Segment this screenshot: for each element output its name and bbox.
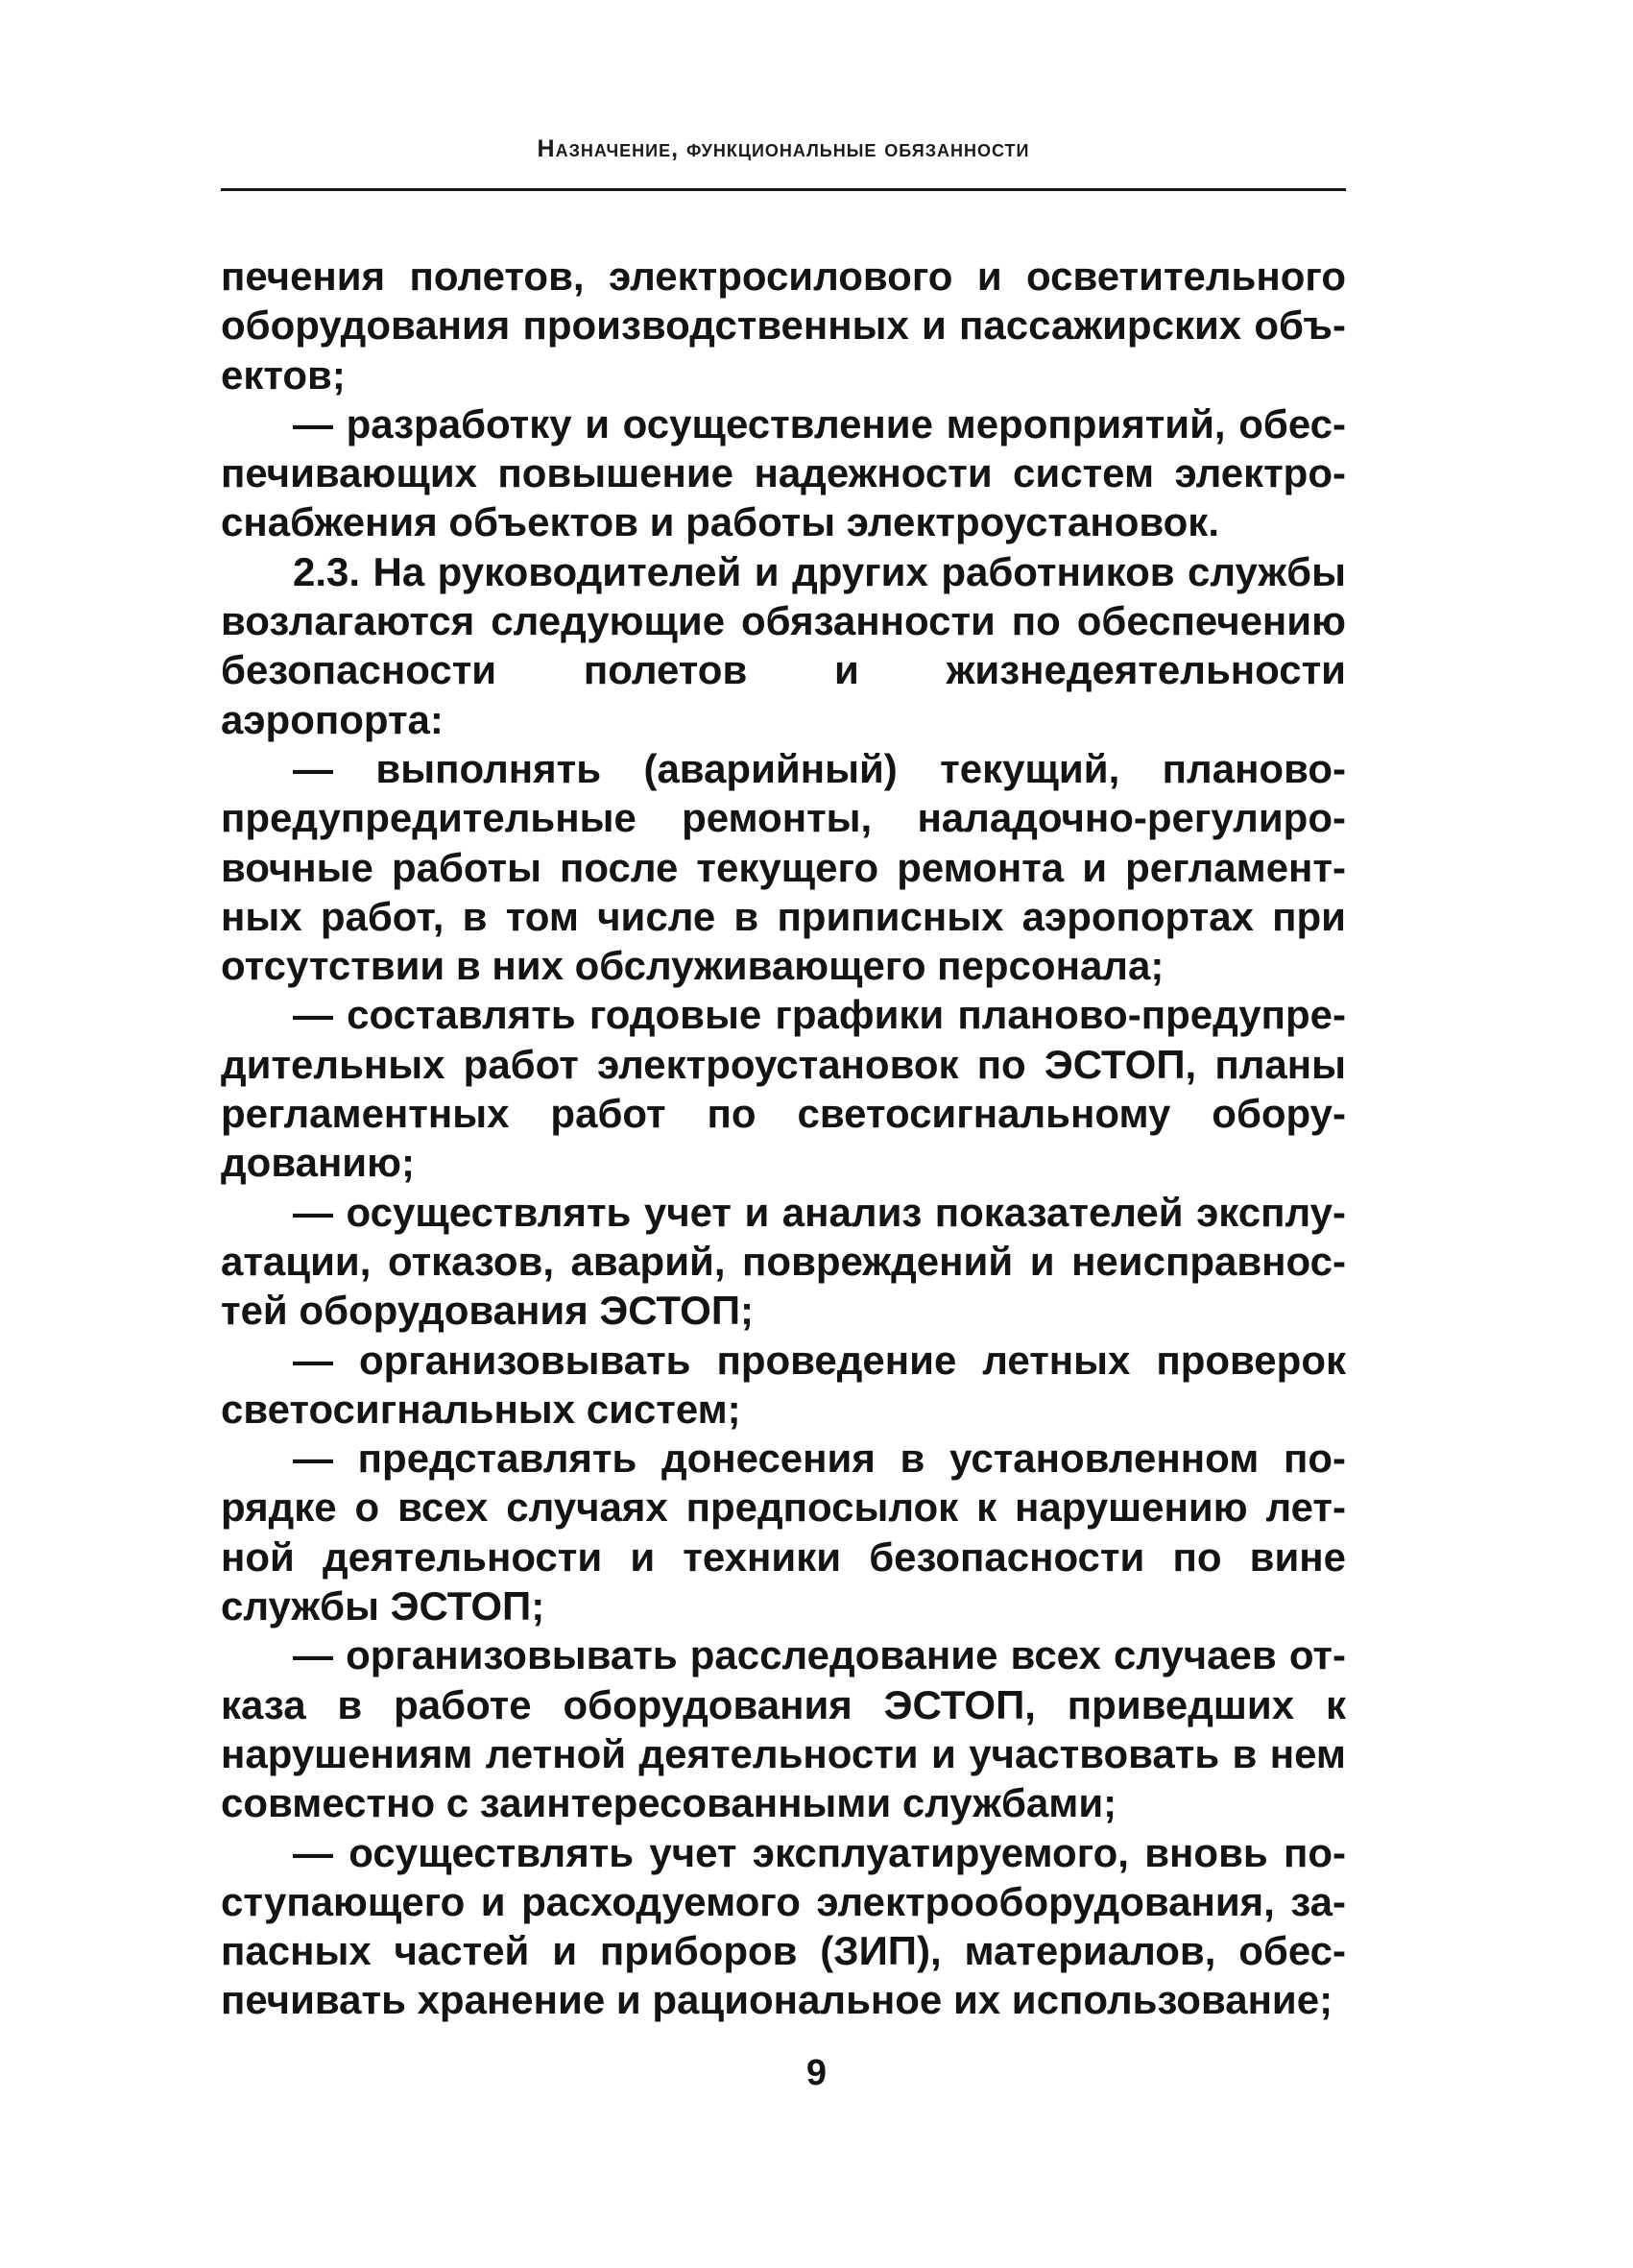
paragraph-section-2-3: 2.3. На руководителей и других работников службы возлагаются следующие обязанности по обеспечению безопасности полетов и жизнедеятельности аэропорта: <box>221 548 1346 742</box>
paragraph-item: — осуществлять учет эксплуатируемого, вновь поступающего и расходуемого электрооборудования, запасных частей и приборов (ЗИП), материалов, обеспечивать хранение и рациональное их использование; <box>221 1829 1346 2023</box>
paragraph-item: — осуществлять учет и анализ показателей эксплуатации, отказов, аварий, повреждений и неисправностей оборудования ЭСТОП; <box>221 1189 1346 1334</box>
paragraph-item: — организовывать проведение летных проверок светосигнальных систем; <box>221 1337 1346 1432</box>
running-head: Назначение, функциональные обязанности <box>537 135 1030 162</box>
paragraph-item: — выполнять (аварийный) текущий, планово-предупредительные ремонты, наладочно-регулировочные работы после текущего ремонта и регламентных работ, в том числе в приписных аэропортах при отсутствии в них обслуживающего персонала; <box>221 745 1346 989</box>
paragraph-item: — представлять донесения в установленном порядке о всех случаях предпосылок к нарушению летной деятельности и техники безопасности по вине службы ЭСТОП; <box>221 1436 1346 1629</box>
paragraph-item: — разработку и осуществление мероприятий, обеспечивающих повышение надежности систем электроснабжения объектов и работы электроустановок. <box>221 400 1346 545</box>
header-rule <box>221 188 1346 191</box>
paragraph-item: — составлять годовые графики планово-предупредительных работ электроустановок по ЭСТОП, планы регламентных работ по светосигнальному оборудованию; <box>221 992 1346 1186</box>
paragraph-item: — организовывать расследование всех случаев отказа в работе оборудования ЭСТОП, приведших к нарушениям летной деятельности и участвовать в нем совместно с заинтересованными службами; <box>221 1632 1346 1826</box>
body-text <box>221 252 1346 2025</box>
paragraph-continuation: печения полетов, электросилового и осветительного оборудования производственных и пассажирских объектов; <box>221 253 1346 398</box>
page-number: 9 <box>805 2053 828 2093</box>
